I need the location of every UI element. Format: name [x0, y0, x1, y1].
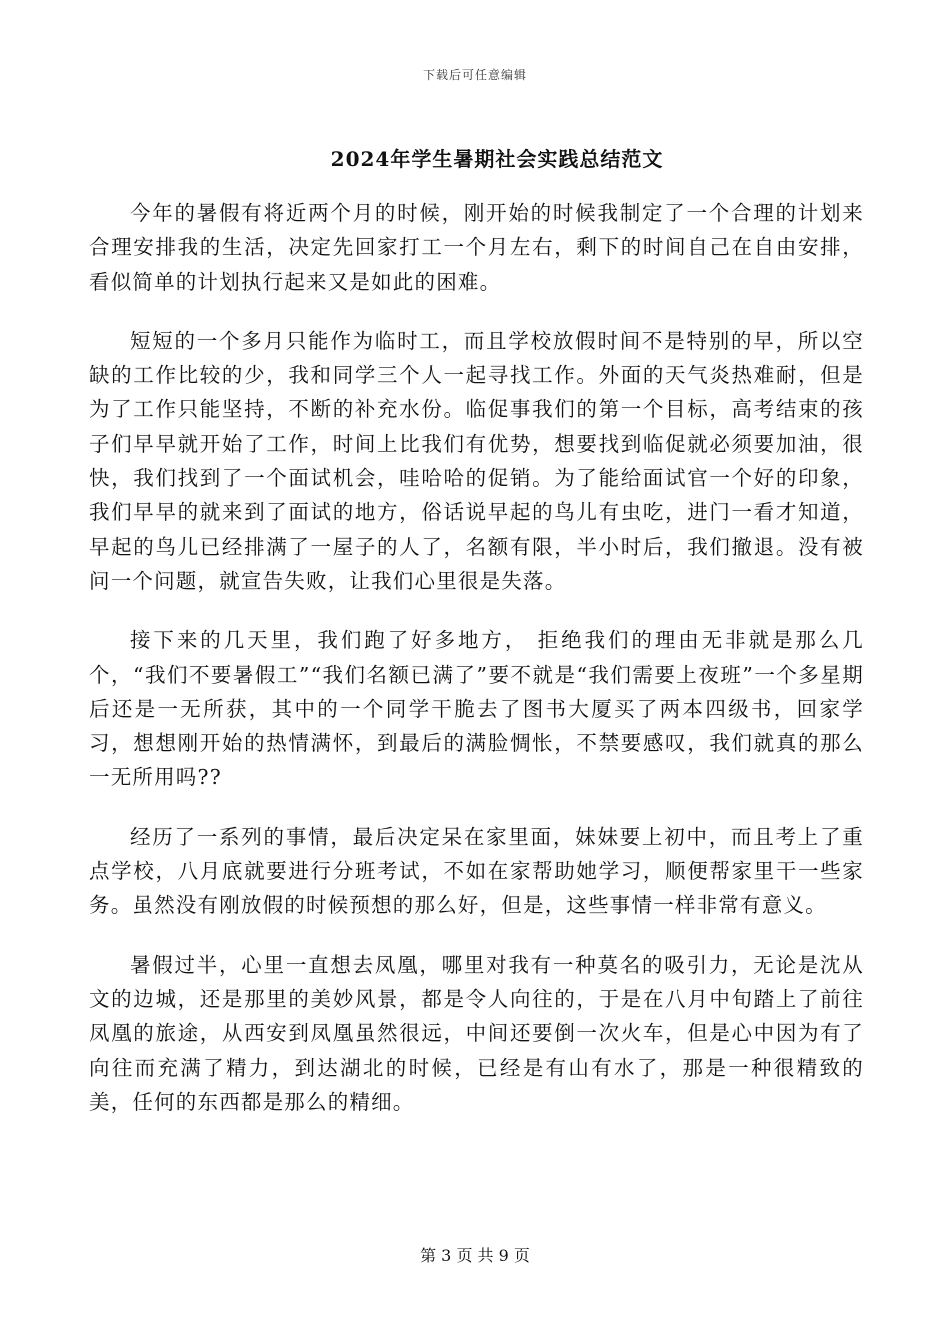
page-number: 第 3 页 共 9 页: [420, 1246, 530, 1265]
paragraph: 今年的暑假有将近两个月的时候，刚开始的时候我制定了一个合理的计划来合理安排我的生活，决定先回家打工一个月左右，剩下的时间自己在自由安排，看似简单的计划执行起来又是如此的困难。: [89, 201, 864, 294]
document-body: [89, 196, 864, 1144]
paragraph: 接下来的几天里，我们跑了好多地方， 拒绝我们的理由无非就是那么几个，“我们不要暑假工”“我们名额已满了”要不就是“我们需要上夜班”一个多星期后还是一无所获，其中的一个同学干脆去了图书大厦买了两本四级书，回家学习，想想刚开始的热情满怀，到最后的满脸惆怅，不禁要感叹，我们就真的那么一无所用吗??: [89, 628, 864, 790]
document-title: 2024年学生暑期社会实践总结范文: [330, 147, 664, 171]
paragraph: 经历了一系列的事情，最后决定呆在家里面，妹妹要上初中，而且考上了重点学校，八月底就要进行分班考试，不如在家帮助她学习，顺便帮家里干一些家务。虽然没有刚放假的时候预想的那么好，但是，这些事情一样非常有意义。: [89, 824, 864, 918]
download-note: 下载后可任意编辑: [422, 68, 527, 82]
paragraph: 短短的一个多月只能作为临时工，而且学校放假时间不是特别的早，所以空缺的工作比较的少，我和同学三个人一起寻找工作。外面的天气炎热难耐，但是为了工作只能坚持，不断的补充水份。临促事我们的第一个目标，高考结束的孩子们早早就开始了工作，时间上比我们有优势，想要找到临促就必须要加油，很快，我们找到了一个面试机会，哇哈哈的促销。为了能给面试官一个好的印象，我们早早的就来到了面试的地方，俗话说早起的鸟儿有虫吃，进门一看才知道，早起的鸟儿已经排满了一屋子的人了，名额有限，半小时后，我们撤退。没有被问一个问题，就宣告失败，让我们心里很是失落。: [89, 328, 864, 593]
paragraph: 暑假过半，心里一直想去凤凰，哪里对我有一种莫名的吸引力，无论是沈从文的边城，还是那里的美妙风景，都是令人向往的，于是在八月中旬踏上了前往凤凰的旅途，从西安到凤凰虽然很远，中间还要倒一次火车，但是心中因为有了向往而充满了精力，到达湖北的时候，已经是有山有水了，那是一种很精致的美，任何的东西都是那么的精细。: [89, 952, 864, 1114]
